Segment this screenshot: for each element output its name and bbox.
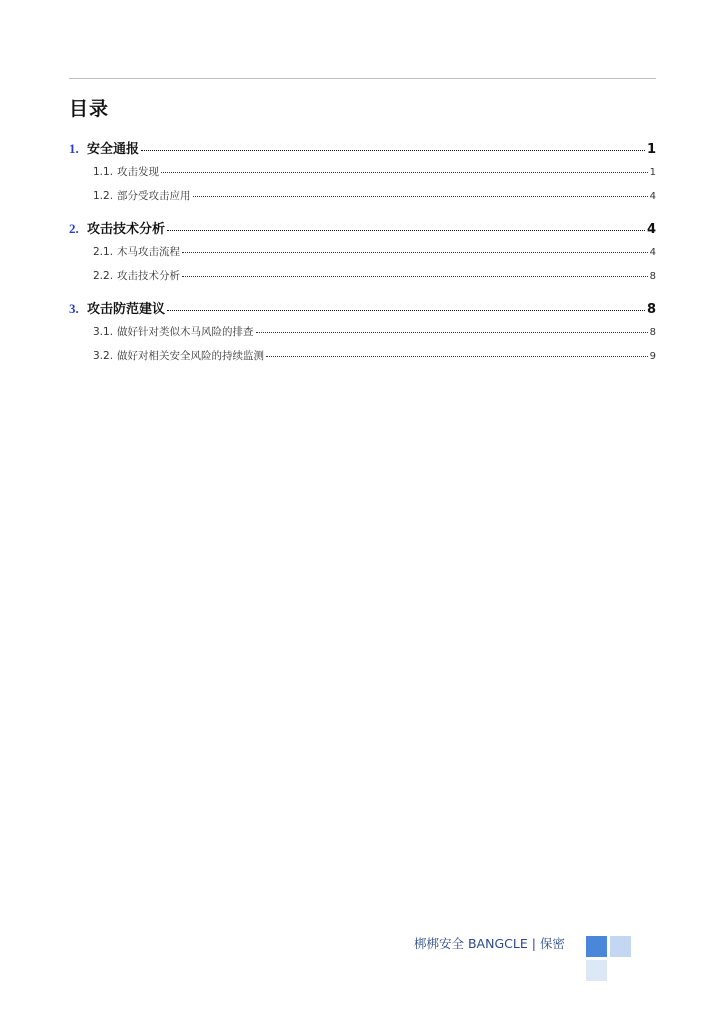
bangcle-logo-icon	[586, 936, 632, 982]
toc-dot-leader	[167, 230, 645, 231]
toc-page-number: 4	[649, 191, 656, 202]
toc-entry-number: 2.2.	[93, 270, 114, 282]
toc-dot-leader	[182, 276, 648, 277]
toc-entry-title: 做好对相关安全风险的持续监测	[117, 350, 265, 362]
header-divider	[69, 78, 656, 79]
toc-entry-3[interactable]	[69, 298, 656, 320]
logo-square-pale	[586, 960, 607, 981]
logo-square-dark	[586, 936, 607, 957]
toc-entry-number: 2.1.	[93, 246, 114, 258]
toc-page-number: 8	[649, 271, 656, 282]
toc-entry-2[interactable]	[69, 218, 656, 240]
toc-page-number: 8	[646, 302, 656, 317]
table-of-contents	[69, 138, 656, 368]
toc-entry-number: 2.	[69, 221, 79, 236]
toc-entry-title: 攻击防范建议	[87, 302, 166, 317]
toc-entry-title: 木马攻击流程	[117, 246, 181, 258]
toc-dot-leader	[161, 172, 648, 173]
toc-entry-title: 攻击技术分析	[87, 222, 166, 237]
toc-entry-number: 3.2.	[93, 350, 114, 362]
toc-entry-number: 1.	[69, 141, 79, 156]
toc-dot-leader	[182, 252, 648, 253]
toc-heading: 目录	[69, 98, 110, 120]
toc-entry-1-1[interactable]	[69, 160, 656, 184]
toc-page-number: 8	[649, 327, 656, 338]
toc-entry-number: 3.	[69, 301, 79, 316]
toc-entry-title: 安全通报	[87, 142, 140, 157]
toc-entry-title: 攻击技术分析	[117, 270, 181, 282]
toc-page-number: 9	[649, 351, 656, 362]
toc-entry-title: 部分受攻击应用	[117, 190, 191, 202]
toc-page-number: 1	[649, 167, 656, 178]
toc-page-number: 4	[646, 222, 656, 237]
toc-dot-leader	[256, 332, 648, 333]
toc-page-number: 1	[646, 142, 656, 157]
toc-entry-2-2[interactable]	[69, 264, 656, 288]
toc-dot-leader	[141, 150, 645, 151]
logo-square-light	[610, 936, 631, 957]
toc-entry-number: 1.1.	[93, 166, 114, 178]
toc-entry-number: 3.1.	[93, 326, 114, 338]
toc-page-number: 4	[649, 247, 656, 258]
toc-dot-leader	[193, 196, 648, 197]
toc-entry-2-1[interactable]	[69, 240, 656, 264]
toc-entry-1[interactable]	[69, 138, 656, 160]
toc-entry-number: 1.2.	[93, 190, 114, 202]
toc-entry-title: 攻击发现	[117, 166, 160, 178]
toc-entry-1-2[interactable]	[69, 184, 656, 208]
toc-entry-title: 做好针对类似木马风险的排查	[117, 326, 254, 338]
toc-dot-leader	[266, 356, 648, 357]
toc-dot-leader	[167, 310, 645, 311]
toc-entry-3-1[interactable]	[69, 320, 656, 344]
toc-entry-3-2[interactable]	[69, 344, 656, 368]
footer-confidential-label: 梆梆安全 BANGCLE | 保密	[414, 936, 565, 951]
